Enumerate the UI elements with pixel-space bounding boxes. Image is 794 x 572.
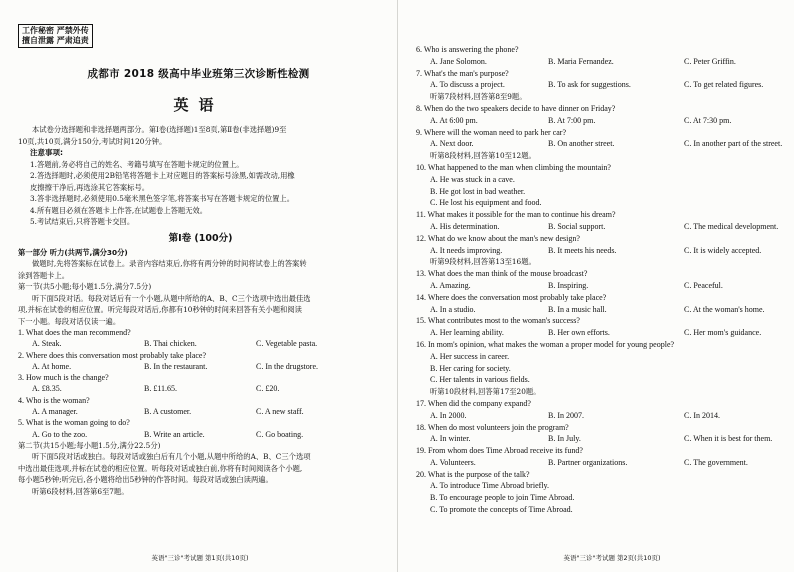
answer-options bbox=[416, 79, 784, 91]
subject-title: 英语 bbox=[173, 96, 224, 114]
answer-option: A. Go to the zoo. bbox=[32, 429, 88, 439]
note-line: 4.所有题目必须在答题卡上作答,在试题卷上答题无效。 bbox=[30, 205, 208, 215]
answer-option: A. Amazing. bbox=[430, 280, 471, 290]
answer-option: A. £8.35. bbox=[32, 384, 62, 394]
question-text: 9. Where will the woman need to park her car? bbox=[416, 127, 567, 137]
material-note: 听第10段材料,回答第17至20题。 bbox=[430, 387, 541, 397]
answer-option: B. A customer. bbox=[144, 407, 192, 417]
subsection-2-text: 听下面5段对话或独白。每段对话或独白后有几个小题,从题中所给的A、B、C三个选项 bbox=[32, 452, 311, 462]
question-text: 14. Where does the conversation most probably take place? bbox=[416, 292, 607, 302]
answer-option: B. £11.65. bbox=[144, 384, 178, 394]
answer-option: A. In 2000. bbox=[430, 410, 467, 420]
material-note: 听第8段材料,回答第10至12题。 bbox=[430, 151, 536, 161]
subsection-2-text: 每小题5秒钟;听完后,各小题将给出5秒钟的作答时间。每段对话或独白读两遍。 bbox=[18, 475, 273, 485]
question-text: 15. What contributes most to the woman's success? bbox=[416, 316, 580, 326]
question-text: 20. What is the purpose of the talk? bbox=[416, 469, 530, 479]
answer-option: C. Her talents in various fields. bbox=[430, 375, 530, 385]
answer-option: B. Inspiring. bbox=[548, 280, 589, 290]
answer-options bbox=[416, 115, 784, 127]
answer-options bbox=[18, 383, 383, 394]
note-line: 1.答题前,务必将自己的姓名、考籍号填写在答题卡规定的位置上。 bbox=[30, 159, 244, 169]
question-text: 11. What makes it possible for the man to continue his dream? bbox=[416, 210, 616, 220]
answer-options bbox=[416, 433, 784, 445]
answer-option: B. At 7:00 pm. bbox=[548, 115, 596, 125]
answer-option: C. To promote the concepts of Time Abroad. bbox=[430, 505, 573, 515]
notes-heading: 注意事项: bbox=[30, 148, 63, 157]
answer-option: C. The government. bbox=[684, 457, 748, 467]
answer-options bbox=[18, 429, 383, 440]
subsection-1-heading: 第一节(共5小题;每小题1.5分,满分7.5分) bbox=[18, 282, 152, 291]
note-line: 5.考试结束后,只将答题卡交回。 bbox=[30, 217, 135, 226]
answer-option: B. In a music hall. bbox=[548, 304, 607, 314]
page-2 bbox=[402, 0, 794, 572]
material-note: 听第9段材料,回答第13至16题。 bbox=[430, 257, 536, 267]
question-text: 2. Where does this conversation most probably take place? bbox=[18, 350, 207, 360]
answer-options bbox=[416, 56, 784, 68]
answer-option: C. Her mom's guidance. bbox=[684, 328, 762, 338]
answer-options bbox=[416, 327, 784, 339]
subsection-1-text: 下一小题。每段对话仅读一遍。 bbox=[18, 316, 121, 326]
answer-option: A. It needs improving. bbox=[430, 245, 503, 255]
answer-option: A. Her learning ability. bbox=[430, 328, 504, 338]
subsection-1-text: 听下面5段对话。每段对话后有一个小题,从题中所给的A、B、C三个选项中选出最佳选 bbox=[32, 293, 311, 303]
intro-line: 10页,共10页,满分150分,考试时间120分钟。 bbox=[18, 136, 167, 146]
answer-option: B. Partner organizations. bbox=[548, 457, 628, 467]
answer-options bbox=[416, 245, 784, 257]
question-list-left bbox=[18, 327, 383, 440]
answer-options bbox=[416, 280, 784, 292]
answer-option: A. Her success in career. bbox=[430, 351, 510, 361]
question-text: 12. What do we know about the man's new design? bbox=[416, 233, 580, 243]
question-text: 10. What happened to the man when climbing the mountain? bbox=[416, 162, 611, 172]
answer-option: B. In the restaurant. bbox=[144, 361, 208, 371]
question-text: 7. What's the man's purpose? bbox=[416, 68, 509, 78]
question-text: 8. When do the two speakers decide to have dinner on Friday? bbox=[416, 103, 616, 113]
answer-option: C. Vegetable pasta. bbox=[256, 339, 318, 349]
answer-option: A. He was stuck in a cave. bbox=[430, 174, 515, 184]
section-1-heading-text: 第一部分 听力(共两节,满分30分) bbox=[18, 247, 128, 257]
answer-options bbox=[18, 361, 383, 372]
answer-option: A. His determination. bbox=[430, 221, 500, 231]
intro-line: 本试卷分选择题和非选择题两部分。第Ⅰ卷(选择题)1至8页,第Ⅱ卷(非选择题)9至 bbox=[32, 125, 287, 134]
answer-option: C. To get related figures. bbox=[684, 80, 764, 90]
page-1-footer: 英语"三诊"考试题 第1页(共10页) bbox=[151, 554, 249, 562]
question-text: 17. When did the company expand? bbox=[416, 398, 531, 408]
answer-option: A. Steak. bbox=[32, 339, 62, 349]
question-text: 4. Who is the woman? bbox=[18, 395, 90, 405]
answer-option: A. To discuss a project. bbox=[430, 80, 505, 90]
answer-option: C. At 7:30 pm. bbox=[684, 115, 732, 125]
answer-options bbox=[18, 406, 383, 417]
material-note: 听第6段材料,回答第6至7题。 bbox=[32, 486, 129, 496]
answer-option: A. In winter. bbox=[430, 434, 471, 444]
subsection-1-text: 项,并标在试卷的相应位置。听完每段对话后,你都有10秒钟的时间来回答有关小题和阅读 bbox=[18, 305, 302, 314]
page-2-footer: 英语"三诊"考试题 第2页(共10页) bbox=[563, 554, 661, 562]
section-1-text: 做题时,先将答案标在试卷上。录音内容结束后,你将有两分钟的时间将试卷上的答案转 bbox=[32, 259, 307, 268]
answer-options bbox=[416, 304, 784, 316]
page-divider bbox=[397, 0, 398, 572]
answer-option: B. On another street. bbox=[548, 139, 615, 149]
question-text: 1. What does the man recommend? bbox=[18, 328, 131, 337]
section-1-text: 涂到答题卡上。 bbox=[18, 270, 70, 280]
part-1-heading: 第Ⅰ卷 (100分) bbox=[168, 232, 233, 244]
answer-option: A. At 6:00 pm. bbox=[430, 115, 478, 125]
confidential-stamp bbox=[18, 24, 93, 48]
answer-option: C. It is widely accepted. bbox=[684, 245, 762, 255]
answer-options bbox=[416, 410, 784, 422]
answer-option: A. Jane Solomon. bbox=[430, 56, 487, 66]
answer-option: B. To ask for suggestions. bbox=[548, 80, 631, 90]
answer-option: B. In 2007. bbox=[548, 410, 584, 420]
answer-option: A. Volunteers. bbox=[430, 457, 476, 467]
answer-option: C. The medical development. bbox=[684, 221, 779, 231]
answer-option: B. To encourage people to join Time Abroad. bbox=[430, 493, 575, 503]
question-list-right bbox=[416, 44, 784, 516]
answer-options bbox=[416, 457, 784, 469]
answer-option: C. He lost his equipment and food. bbox=[430, 198, 542, 208]
answer-option: B. He got lost in bad weather. bbox=[430, 186, 526, 196]
subsection-2-heading: 第二节(共15小题;每小题1.5分,满分22.5分) bbox=[18, 440, 161, 450]
answer-option: B. Write an article. bbox=[144, 429, 205, 439]
question-text: 6. Who is answering the phone? bbox=[416, 45, 519, 54]
stamp-line-2: 擅自泄露 严肃追责 bbox=[22, 36, 89, 45]
answer-option: C. Peaceful. bbox=[684, 280, 723, 290]
answer-option: C. Go boating. bbox=[256, 429, 304, 439]
question-text: 3. How much is the change? bbox=[18, 373, 109, 383]
answer-option: B. Her caring for society. bbox=[430, 363, 511, 373]
subsection-2-text: 中选出最佳选项,并标在试卷的相应位置。听每段对话或独白前,你将有时间阅读各个小题, bbox=[18, 463, 303, 473]
answer-option: C. In 2014. bbox=[684, 410, 720, 420]
answer-option: B. It meets his needs. bbox=[548, 245, 617, 255]
answer-option: C. £20. bbox=[256, 384, 280, 394]
answer-option: B. Maria Fernandez. bbox=[548, 56, 614, 66]
answer-option: C. A new staff. bbox=[256, 407, 304, 417]
stamp-line-1: 工作秘密 严禁外传 bbox=[22, 26, 89, 35]
answer-option: C. When it is best for them. bbox=[684, 434, 773, 444]
note-line: 皮擦擦干净后,再选涂其它答案标号。 bbox=[30, 182, 150, 192]
answer-option: A. In a studio. bbox=[430, 304, 476, 314]
answer-option: B. Her own efforts. bbox=[548, 328, 610, 338]
answer-option: B. Thai chicken. bbox=[144, 339, 197, 349]
answer-option: B. In July. bbox=[548, 434, 581, 444]
question-text: 18. When do most volunteers join the program? bbox=[416, 422, 569, 432]
answer-option: C. At the woman's home. bbox=[684, 304, 765, 314]
answer-option: C. In the drugstore. bbox=[256, 361, 318, 371]
paper-title: 成都市 2018 级高中毕业班第三次诊断性检测 bbox=[87, 68, 310, 80]
answer-option: C. In another part of the street. bbox=[684, 139, 783, 149]
answer-options bbox=[416, 221, 784, 233]
answer-options bbox=[18, 338, 383, 349]
answer-option: A. To introduce Time Abroad briefly. bbox=[430, 481, 549, 491]
answer-option: B. Social support. bbox=[548, 221, 606, 231]
section-1-heading bbox=[18, 247, 383, 259]
note-line: 2.答选择题时,必须使用2B铅笔将答题卡上对应题目的答案标号涂黑,如需改动,用橡 bbox=[30, 171, 295, 180]
page-1-body bbox=[18, 124, 383, 497]
question-text: 16. In mom's opinion, what makes the woman a proper model for young people? bbox=[416, 339, 675, 349]
answer-option: C. Peter Griffin. bbox=[684, 56, 736, 66]
material-note: 听第7段材料,回答第8至9题。 bbox=[430, 92, 527, 102]
answer-options bbox=[416, 138, 784, 150]
question-text: 19. From whom does Time Abroad receive its fund? bbox=[416, 446, 583, 456]
question-text: 13. What does the man think of the mouse broadcast? bbox=[416, 269, 588, 279]
answer-option: A. At home. bbox=[32, 361, 72, 371]
answer-option: A. Next door. bbox=[430, 139, 474, 149]
question-text: 5. What is the woman going to do? bbox=[18, 418, 130, 428]
note-line: 3.答非选择题时,必须使用0.5毫米黑色签字笔,将答案书写在答题卡规定的位置上。 bbox=[30, 194, 294, 203]
answer-option: A. A manager. bbox=[32, 407, 78, 417]
